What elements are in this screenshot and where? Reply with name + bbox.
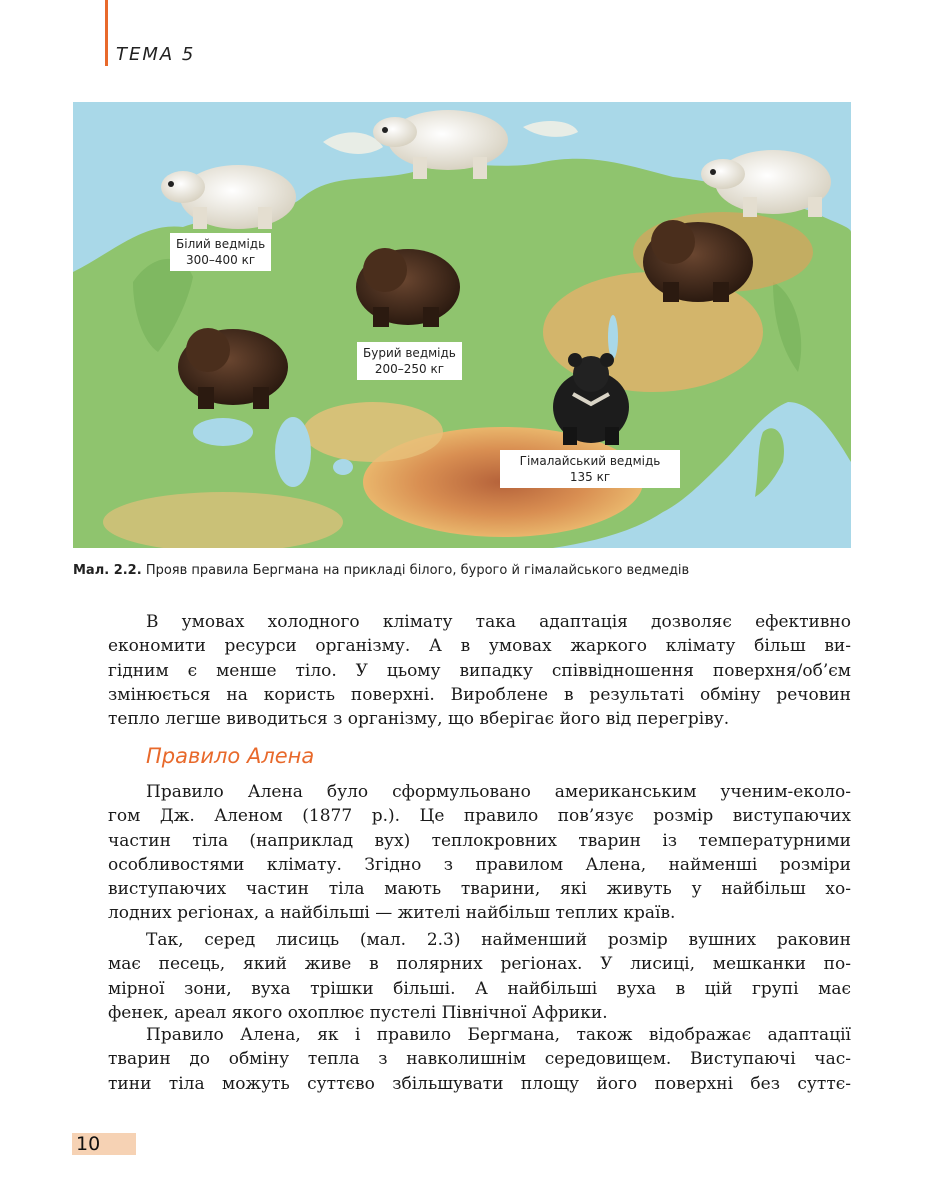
page-number: 10 bbox=[72, 1133, 136, 1155]
himalayan-bear-label bbox=[500, 450, 680, 488]
text-line: тини тіла можуть суттєво збільшувати площу його поверхні без суттє- bbox=[108, 1073, 851, 1094]
text-line: Так, серед лисиць (мал. 2.3) найменший розмір вушних раковин bbox=[146, 930, 851, 950]
himalayan-bear-name: Гімалайський ведмідь bbox=[519, 454, 661, 468]
brown-bear-label bbox=[357, 342, 462, 380]
figure-caption bbox=[73, 563, 689, 578]
text-line: В умовах холодного клімату така адаптація дозволяє ефективно bbox=[146, 612, 851, 632]
text-line: тварин до обміну тепла з навколишнім середовищем. Виступаючі час- bbox=[108, 1049, 851, 1070]
header-accent-bar bbox=[105, 0, 108, 66]
paragraph-2 bbox=[108, 780, 851, 926]
text-line: гом Дж. Аленом (1877 р.). Це правило пов’язує розмір виступаючих bbox=[108, 806, 851, 827]
caption-text: Прояв правила Бергмана на прикладі білого, бурого й гімалайського ведмедів bbox=[145, 563, 690, 578]
section-heading: Правило Алена bbox=[146, 744, 315, 768]
himalayan-bear-weight: 135 кг bbox=[569, 470, 611, 484]
topic-label: ТЕМА 5 bbox=[116, 44, 196, 65]
text-line: виступаючих частин тіла мають тварини, які живуть у найбільш хо- bbox=[108, 879, 851, 900]
polar-bear-weight: 300–400 кг bbox=[185, 253, 256, 267]
text-line: тепло легше виводиться з організму, що вберігає його від перегріву. bbox=[108, 709, 730, 730]
text-line: змінюється на користь поверхні. Вироблене в результаті обміну речовин bbox=[108, 684, 851, 705]
brown-bear-name: Бурий ведмідь bbox=[363, 346, 456, 360]
text-line: мірної зони, вуха трішки більші. А найбільші вуха в цій групі має bbox=[108, 978, 851, 999]
brown-bear-weight: 200–250 кг bbox=[374, 362, 445, 376]
text-line: гідним є менше тіло. У цьому випадку співвідношення поверхня/об’єм bbox=[108, 660, 851, 681]
text-line: лодних регіонах, а найбільші — жителі найбільш теплих країв. bbox=[108, 903, 676, 924]
caption-prefix: Мал. 2.2. bbox=[73, 563, 142, 578]
paragraph-1 bbox=[108, 610, 851, 731]
text-line: має песець, який живе в полярних регіонах. У лисиці, мешканки по- bbox=[108, 954, 851, 975]
text-line: Правило Алена, як і правило Бергмана, також відображає адаптації bbox=[146, 1025, 851, 1045]
figure-map bbox=[73, 102, 851, 548]
polar-bear-label bbox=[170, 233, 271, 271]
polar-bear-name: Білий ведмідь bbox=[176, 237, 266, 251]
paragraph-3 bbox=[108, 928, 851, 1025]
text-line: особливостями клімату. Згідно з правилом Алена, найменші розміри bbox=[108, 854, 851, 875]
text-line: частин тіла (наприклад вух) теплокровних тварин із температурними bbox=[108, 830, 851, 851]
text-line: фенек, ареал якого охоплює пустелі Північної Африки. bbox=[108, 1002, 608, 1023]
text-line: економити ресурси організму. А в умовах жаркого клімату більш ви- bbox=[108, 636, 851, 657]
text-line: Правило Алена було сформульовано американським ученим-еколо- bbox=[146, 782, 851, 802]
relief-map-icon bbox=[73, 102, 851, 548]
paragraph-4 bbox=[108, 1023, 851, 1096]
